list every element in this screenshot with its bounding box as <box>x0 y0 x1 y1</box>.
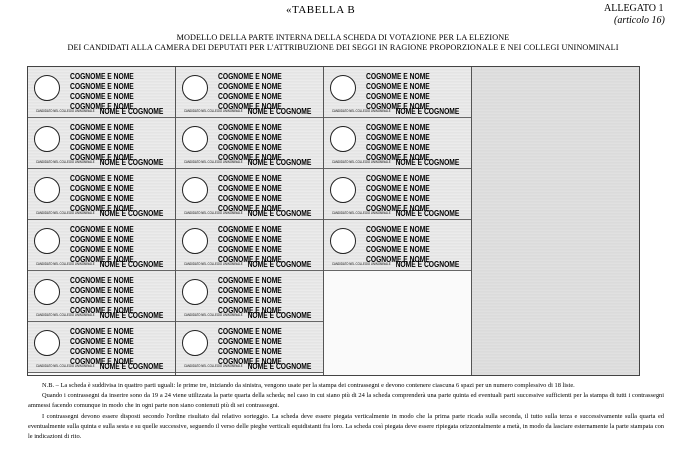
candidate-name-line: COGNOME E NOME <box>70 255 134 264</box>
candidate-name-line: COGNOME E NOME <box>366 123 430 132</box>
party-symbol-circle <box>182 177 208 203</box>
uninominal-prefix: CANDIDATO NEL COLLEGIO UNINOMINALE <box>184 313 243 318</box>
uninominal-prefix: CANDIDATO NEL COLLEGIO UNINOMINALE <box>332 262 391 267</box>
candidate-name-line: COGNOME E NOME <box>366 194 430 203</box>
candidate-name-line: COGNOME E NOME <box>366 204 430 213</box>
candidate-name-line: COGNOME E NOME <box>218 337 282 346</box>
ballot-list-cell <box>324 220 471 271</box>
candidate-name-line: COGNOME E NOME <box>70 296 134 305</box>
uninominal-prefix: CANDIDATO NEL COLLEGIO UNINOMINALE <box>332 109 391 114</box>
candidate-name-line: COGNOME E NOME <box>70 133 134 142</box>
candidate-name-line: COGNOME E NOME <box>218 133 282 142</box>
uninominal-prefix: CANDIDATO NEL COLLEGIO UNINOMINALE <box>332 211 391 216</box>
candidate-name-line: COGNOME E NOME <box>70 72 134 81</box>
document-title <box>20 33 666 53</box>
uninominal-candidate-line <box>332 158 459 167</box>
candidate-name-line: COGNOME E NOME <box>218 72 282 81</box>
candidate-name-line: COGNOME E NOME <box>366 174 430 183</box>
candidate-name-line: COGNOME E NOME <box>70 102 134 111</box>
candidate-name-line: COGNOME E NOME <box>218 92 282 101</box>
uninominal-candidate-line <box>184 362 311 371</box>
party-symbol-circle <box>34 330 60 356</box>
uninominal-prefix: CANDIDATO NEL COLLEGIO UNINOMINALE <box>36 109 95 114</box>
ballot-panel <box>472 67 639 375</box>
ballot-panel <box>324 67 472 375</box>
candidate-name-line: COGNOME E NOME <box>218 296 282 305</box>
candidate-name-line: COGNOME E NOME <box>218 357 282 366</box>
candidate-name-line: COGNOME E NOME <box>218 184 282 193</box>
ballot-list-cell <box>176 220 323 271</box>
candidate-name-line: COGNOME E NOME <box>218 102 282 111</box>
candidate-name-line: COGNOME E NOME <box>218 82 282 91</box>
ballot-list-cell <box>324 67 471 118</box>
candidate-name-line: COGNOME E NOME <box>70 286 134 295</box>
uninominal-candidate-line <box>184 260 311 269</box>
uninominal-prefix: CANDIDATO NEL COLLEGIO UNINOMINALE <box>184 364 243 369</box>
candidate-name-line: COGNOME E NOME <box>70 306 134 315</box>
candidate-name-line: COGNOME E NOME <box>366 102 430 111</box>
party-symbol-circle <box>182 330 208 356</box>
candidate-name-line: COGNOME E NOME <box>70 92 134 101</box>
uninominal-prefix: CANDIDATO NEL COLLEGIO UNINOMINALE <box>184 262 243 267</box>
uninominal-candidate-line <box>332 209 459 218</box>
ballot-sheet <box>27 66 640 376</box>
uninominal-candidate-name: NOME E COGNOME <box>99 209 164 218</box>
uninominal-candidate-line <box>36 260 163 269</box>
uninominal-prefix: CANDIDATO NEL COLLEGIO UNINOMINALE <box>36 262 95 267</box>
uninominal-candidate-line <box>36 209 163 218</box>
candidate-name-line: COGNOME E NOME <box>218 225 282 234</box>
uninominal-candidate-name: NOME E COGNOME <box>247 362 312 371</box>
uninominal-candidate-name: NOME E COGNOME <box>395 158 460 167</box>
articolo-label: (articolo 16) <box>614 15 665 26</box>
uninominal-candidate-line <box>184 209 311 218</box>
uninominal-candidate-line <box>332 260 459 269</box>
party-symbol-circle <box>34 177 60 203</box>
ballot-list-cell <box>176 271 323 322</box>
party-symbol-circle <box>330 75 356 101</box>
party-symbol-circle <box>182 228 208 254</box>
candidate-name-line: COGNOME E NOME <box>366 143 430 152</box>
candidate-name-line: COGNOME E NOME <box>366 255 430 264</box>
candidate-name-line: COGNOME E NOME <box>70 82 134 91</box>
candidate-name-line: COGNOME E NOME <box>70 123 134 132</box>
candidate-name-line: COGNOME E NOME <box>70 184 134 193</box>
candidate-name-line: COGNOME E NOME <box>366 72 430 81</box>
candidate-name-line: COGNOME E NOME <box>70 245 134 254</box>
party-symbol-circle <box>330 177 356 203</box>
allegato-label: ALLEGATO 1 <box>604 3 664 14</box>
candidate-name-line: COGNOME E NOME <box>366 225 430 234</box>
document-title-line-1: MODELLO DELLA PARTE INTERNA DELLA SCHEDA DI VOTAZIONE PER LA ELEZIONE <box>176 33 510 42</box>
uninominal-prefix: CANDIDATO NEL COLLEGIO UNINOMINALE <box>332 160 391 165</box>
note-paragraph: I contrassegni devono essere disposti secondo l'ordine risultato dal relativo sorteggio. La scheda deve essere piegata verticalmente in modo che la prima parte ricada sulla seconda, il tutto sulla terza e successivamente sulla quarta ed eventualmente sulla quinta e sulla sesta e su quelle successive, seguendo il verso delle pieghe verticali equidistanti fra loro. La scheda così piegata deve essere ripiegata orizzontalmente a metà, in modo da lasciare esternamente la parte stampata con le indicazioni di rito. <box>28 412 664 441</box>
party-symbol-circle <box>182 126 208 152</box>
party-symbol-circle <box>34 279 60 305</box>
uninominal-candidate-name: NOME E COGNOME <box>395 107 460 116</box>
uninominal-prefix: CANDIDATO NEL COLLEGIO UNINOMINALE <box>36 211 95 216</box>
note-paragraph: Quando i contrassegni da inserire sono da 19 a 24 viene utilizzata la parte quarta della scheda; nel caso in cui siano più di 24 la scheda comprenderà una parte quinta ed eventuali parti successive sufficienti per la stampa di tutti i contrassegni ammessi facendo comunque in modo che in ogni parte non siano contenuti più di sei contrassegni. <box>28 392 664 410</box>
party-symbol-circle <box>34 228 60 254</box>
candidate-name-line: COGNOME E NOME <box>218 276 282 285</box>
ballot-list-cell <box>324 118 471 169</box>
candidate-name-line: COGNOME E NOME <box>70 235 134 244</box>
ballot-list-cell <box>176 67 323 118</box>
uninominal-prefix: CANDIDATO NEL COLLEGIO UNINOMINALE <box>36 160 95 165</box>
uninominal-candidate-line <box>332 107 459 116</box>
candidate-name-line: COGNOME E NOME <box>70 357 134 366</box>
uninominal-prefix: CANDIDATO NEL COLLEGIO UNINOMINALE <box>36 364 95 369</box>
uninominal-candidate-name: NOME E COGNOME <box>99 362 164 371</box>
candidate-name-line: COGNOME E NOME <box>366 82 430 91</box>
candidate-name-line: COGNOME E NOME <box>218 347 282 356</box>
document-title-line-2: DEI CANDIDATI ALLA CAMERA DEI DEPUTATI PER L'ATTRIBUZIONE DEI SEGGI IN RAGIONE PROPORZIONALE E NEI COLLEGI UNINOMINALI <box>67 43 619 52</box>
uninominal-candidate-name: NOME E COGNOME <box>99 260 164 269</box>
candidate-name-line: COGNOME E NOME <box>70 327 134 336</box>
candidate-name-line: COGNOME E NOME <box>218 327 282 336</box>
candidate-name-line: COGNOME E NOME <box>218 235 282 244</box>
ballot-list-cell <box>28 67 175 118</box>
ballot-panel <box>28 67 176 375</box>
uninominal-prefix: CANDIDATO NEL COLLEGIO UNINOMINALE <box>184 160 243 165</box>
ballot-list-cell <box>28 322 175 373</box>
uninominal-candidate-name: NOME E COGNOME <box>395 209 460 218</box>
party-symbol-circle <box>330 126 356 152</box>
candidate-name-line: COGNOME E NOME <box>366 153 430 162</box>
candidate-name-line: COGNOME E NOME <box>218 123 282 132</box>
uninominal-candidate-line <box>36 158 163 167</box>
candidate-name-line: COGNOME E NOME <box>366 184 430 193</box>
candidate-name-line: COGNOME E NOME <box>70 276 134 285</box>
candidate-name-line: COGNOME E NOME <box>366 245 430 254</box>
uninominal-candidate-name: NOME E COGNOME <box>99 158 164 167</box>
ballot-list-cell <box>176 118 323 169</box>
candidate-name-line: COGNOME E NOME <box>70 204 134 213</box>
ballot-list-cell <box>324 169 471 220</box>
ballot-list-cell <box>28 220 175 271</box>
uninominal-prefix: CANDIDATO NEL COLLEGIO UNINOMINALE <box>36 313 95 318</box>
candidate-name-line: COGNOME E NOME <box>70 225 134 234</box>
uninominal-prefix: CANDIDATO NEL COLLEGIO UNINOMINALE <box>184 211 243 216</box>
party-symbol-circle <box>182 75 208 101</box>
candidate-name-line: COGNOME E NOME <box>366 133 430 142</box>
candidate-name-line: COGNOME E NOME <box>366 235 430 244</box>
candidate-name-line: COGNOME E NOME <box>70 337 134 346</box>
notes-block <box>28 381 664 442</box>
uninominal-candidate-name: NOME E COGNOME <box>247 209 312 218</box>
candidate-name-line: COGNOME E NOME <box>70 143 134 152</box>
note-paragraph: N.B. – La scheda è suddivisa in quattro parti uguali: le prime tre, iniziando da sinistra, vengono usate per la stampa dei contrassegni e devono contenere ciascuna 6 spazi per un numero complessivo di 18 liste. <box>42 382 575 389</box>
party-symbol-circle <box>34 126 60 152</box>
ballot-list-cell <box>28 271 175 322</box>
uninominal-candidate-line <box>36 362 163 371</box>
ballot-list-cell <box>176 169 323 220</box>
uninominal-prefix: CANDIDATO NEL COLLEGIO UNINOMINALE <box>184 109 243 114</box>
candidate-name-line: COGNOME E NOME <box>218 245 282 254</box>
uninominal-candidate-name: NOME E COGNOME <box>395 260 460 269</box>
uninominal-candidate-name: NOME E COGNOME <box>99 107 164 116</box>
party-symbol-circle <box>330 228 356 254</box>
uninominal-candidate-line <box>36 107 163 116</box>
candidate-name-line: COGNOME E NOME <box>218 286 282 295</box>
candidate-name-line: COGNOME E NOME <box>218 204 282 213</box>
uninominal-candidate-name: NOME E COGNOME <box>247 311 312 320</box>
candidate-name-line: COGNOME E NOME <box>70 174 134 183</box>
party-symbol-circle <box>182 279 208 305</box>
ballot-list-cell <box>176 322 323 373</box>
candidate-name-line: COGNOME E NOME <box>70 194 134 203</box>
candidate-name-line: COGNOME E NOME <box>218 143 282 152</box>
uninominal-candidate-line <box>36 311 163 320</box>
uninominal-candidate-line <box>184 107 311 116</box>
candidate-name-line: COGNOME E NOME <box>218 306 282 315</box>
candidate-name-line: COGNOME E NOME <box>366 92 430 101</box>
ballot-panel <box>176 67 324 375</box>
candidate-name-line: COGNOME E NOME <box>218 174 282 183</box>
uninominal-candidate-name: NOME E COGNOME <box>99 311 164 320</box>
uninominal-candidate-name: NOME E COGNOME <box>247 107 312 116</box>
candidate-name-line: COGNOME E NOME <box>218 153 282 162</box>
candidate-name-line: COGNOME E NOME <box>218 194 282 203</box>
candidate-name-line: COGNOME E NOME <box>70 347 134 356</box>
uninominal-candidate-line <box>184 311 311 320</box>
uninominal-candidate-name: NOME E COGNOME <box>247 158 312 167</box>
candidate-name-line: COGNOME E NOME <box>218 255 282 264</box>
uninominal-candidate-name: NOME E COGNOME <box>247 260 312 269</box>
ballot-list-cell <box>28 169 175 220</box>
party-symbol-circle <box>34 75 60 101</box>
tabella-heading: «TABELLA B <box>286 4 356 16</box>
candidate-name-line: COGNOME E NOME <box>70 153 134 162</box>
uninominal-candidate-line <box>184 158 311 167</box>
ballot-list-cell <box>28 118 175 169</box>
